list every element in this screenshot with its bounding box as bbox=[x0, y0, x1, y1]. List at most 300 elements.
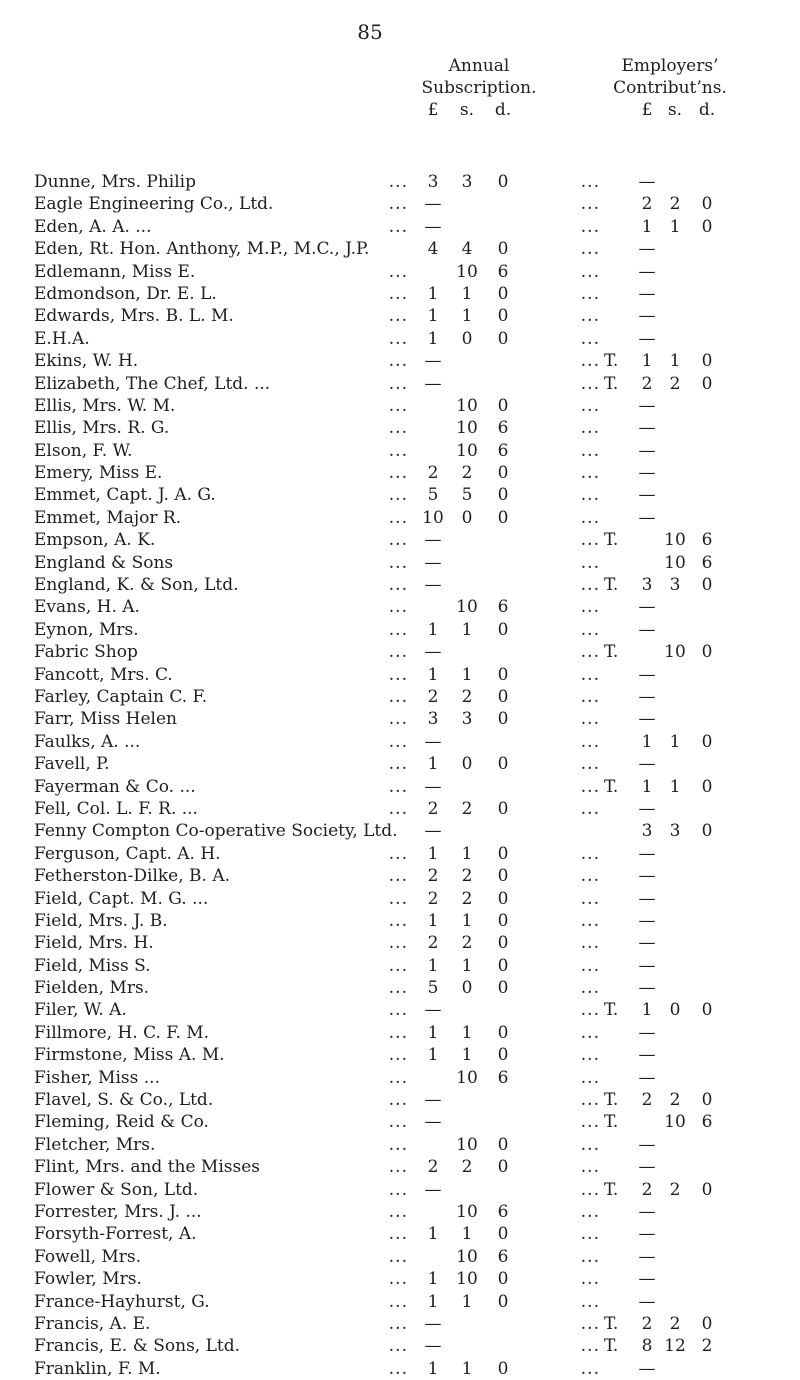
employer-pounds: — bbox=[638, 485, 656, 506]
employer-pounds: — bbox=[638, 1045, 656, 1066]
employer-pence: 0 bbox=[701, 642, 713, 663]
annual-pence: 6 bbox=[497, 597, 509, 618]
leader-dots: ... bbox=[580, 1045, 600, 1066]
annual-pence: 0 bbox=[497, 955, 509, 976]
leader-dots: ... bbox=[388, 1067, 408, 1088]
annual-pence: 0 bbox=[497, 664, 509, 685]
subscriber-name: Empson, A. K. bbox=[34, 530, 156, 551]
leader-dots: ... bbox=[388, 1045, 408, 1066]
annual-shillings: 4 bbox=[461, 239, 473, 260]
list-item bbox=[0, 999, 800, 1021]
annual-shillings: 2 bbox=[461, 1157, 473, 1178]
annual-shillings: 0 bbox=[461, 978, 473, 999]
subscriber-name: Fielden, Mrs. bbox=[34, 978, 150, 999]
annual-pence: 6 bbox=[497, 418, 509, 439]
annual-pounds: 1 bbox=[427, 955, 439, 976]
annual-pounds: 1 bbox=[427, 1224, 439, 1245]
list-item bbox=[0, 283, 800, 305]
leader-dots: ... bbox=[580, 1358, 600, 1379]
leader-dots: ... bbox=[580, 754, 600, 775]
annual-pounds: 1 bbox=[427, 1022, 439, 1043]
annual-pounds: — bbox=[424, 216, 442, 237]
annual-pounds: 1 bbox=[427, 910, 439, 931]
annual-shillings: 1 bbox=[461, 843, 473, 864]
annual-shillings: 2 bbox=[461, 463, 473, 484]
leader-dots: ... bbox=[580, 463, 600, 484]
leader-dots: ... bbox=[388, 395, 408, 416]
employer-pounds: 2 bbox=[641, 373, 653, 394]
employer-marker: T. bbox=[604, 1336, 619, 1357]
employer-pence: 2 bbox=[701, 1336, 713, 1357]
subscriber-name: Fabric Shop bbox=[34, 642, 138, 663]
employer-shillings: 1 bbox=[669, 731, 681, 752]
employer-shillings: 3 bbox=[669, 821, 681, 842]
subscriber-name: England & Sons bbox=[34, 552, 174, 573]
leader-dots: ... bbox=[388, 1022, 408, 1043]
employer-pounds: — bbox=[638, 1269, 656, 1290]
leader-dots: ... bbox=[388, 328, 408, 349]
employer-pence: 6 bbox=[701, 530, 713, 551]
leader-dots: ... bbox=[388, 306, 408, 327]
list-item bbox=[0, 619, 800, 641]
employer-pounds: 3 bbox=[641, 575, 653, 596]
employer-pence: 6 bbox=[701, 1112, 713, 1133]
employer-pence: 0 bbox=[701, 373, 713, 394]
annual-pence: 6 bbox=[497, 440, 509, 461]
leader-dots: ... bbox=[580, 664, 600, 685]
annual-pence: 6 bbox=[497, 1246, 509, 1267]
leader-dots: ... bbox=[580, 216, 600, 237]
annual-pounds: 5 bbox=[427, 978, 439, 999]
employers-pence-unit: d. bbox=[698, 100, 716, 120]
list-item bbox=[0, 350, 800, 372]
employer-shillings: 0 bbox=[669, 1000, 681, 1021]
list-item bbox=[0, 171, 800, 193]
annual-pounds: 1 bbox=[427, 1045, 439, 1066]
employer-pounds: — bbox=[638, 978, 656, 999]
list-item bbox=[0, 484, 800, 506]
list-item bbox=[0, 1201, 800, 1223]
employer-pounds: — bbox=[638, 754, 656, 775]
list-item bbox=[0, 977, 800, 999]
leader-dots: ... bbox=[388, 933, 408, 954]
annual-pounds: — bbox=[424, 351, 442, 372]
subscriber-name: Fisher, Miss ... bbox=[34, 1067, 160, 1088]
annual-pence: 0 bbox=[497, 754, 509, 775]
annual-pounds: — bbox=[424, 1112, 442, 1133]
list-item bbox=[0, 1268, 800, 1290]
leader-dots: ... bbox=[580, 283, 600, 304]
subscriber-name: Elson, F. W. bbox=[34, 440, 133, 461]
employer-pounds: — bbox=[638, 888, 656, 909]
employer-pence: 0 bbox=[701, 575, 713, 596]
employer-pounds: — bbox=[638, 328, 656, 349]
annual-pence: 0 bbox=[497, 1269, 509, 1290]
list-item bbox=[0, 1246, 800, 1268]
leader-dots: ... bbox=[580, 1157, 600, 1178]
leader-dots: ... bbox=[580, 776, 600, 797]
leader-dots: ... bbox=[580, 709, 600, 730]
annual-pence: 0 bbox=[497, 485, 509, 506]
subscriber-name: Field, Mrs. J. B. bbox=[34, 910, 168, 931]
subscriber-name: Fancott, Mrs. C. bbox=[34, 664, 173, 685]
list-item bbox=[0, 462, 800, 484]
leader-dots: ... bbox=[580, 440, 600, 461]
employer-pounds: 2 bbox=[641, 1313, 653, 1334]
employer-pence: 0 bbox=[701, 216, 713, 237]
annual-pence: 0 bbox=[497, 978, 509, 999]
subscriber-name: Eden, Rt. Hon. Anthony, M.P., M.C., J.P. bbox=[34, 239, 370, 260]
leader-dots: ... bbox=[580, 172, 600, 192]
annual-shillings: 10 bbox=[456, 1269, 478, 1290]
employer-pounds: 2 bbox=[641, 194, 653, 215]
leader-dots: ... bbox=[388, 1358, 408, 1379]
leader-dots: ... bbox=[580, 306, 600, 327]
annual-pounds: 4 bbox=[427, 239, 439, 260]
list-item bbox=[0, 798, 800, 820]
annual-shillings: 10 bbox=[456, 1134, 478, 1155]
subscriber-name: Edlemann, Miss E. bbox=[34, 261, 196, 282]
annual-pence: 0 bbox=[497, 306, 509, 327]
employers-shillings-unit: s. bbox=[667, 100, 683, 120]
annual-pence-unit: d. bbox=[494, 100, 512, 120]
annual-pounds-unit: £ bbox=[427, 100, 439, 120]
leader-dots: ... bbox=[388, 1336, 408, 1357]
annual-shillings: 10 bbox=[456, 1201, 478, 1222]
employer-pence: 6 bbox=[701, 552, 713, 573]
annual-pounds: 1 bbox=[427, 664, 439, 685]
employer-shillings: 2 bbox=[669, 1090, 681, 1111]
leader-dots: ... bbox=[580, 1022, 600, 1043]
list-item bbox=[0, 753, 800, 775]
leader-dots: ... bbox=[580, 1336, 600, 1357]
leader-dots: ... bbox=[580, 418, 600, 439]
leader-dots: ... bbox=[580, 261, 600, 282]
leader-dots: ... bbox=[580, 1179, 600, 1200]
subscriber-name: Elizabeth, The Chef, Ltd. ... bbox=[34, 373, 271, 394]
employer-pence: 0 bbox=[701, 351, 713, 372]
annual-shillings: 1 bbox=[461, 910, 473, 931]
annual-pounds: — bbox=[424, 1090, 442, 1111]
leader-dots: ... bbox=[388, 731, 408, 752]
subscriber-name: Fenny Compton Co-operative Society, Ltd. bbox=[34, 821, 398, 842]
annual-shillings: 1 bbox=[461, 1291, 473, 1312]
annual-pounds: 1 bbox=[427, 328, 439, 349]
leader-dots: ... bbox=[580, 239, 600, 260]
employer-shillings: 10 bbox=[664, 552, 686, 573]
annual-pence: 0 bbox=[497, 1022, 509, 1043]
annual-pounds: — bbox=[424, 642, 442, 663]
employer-pounds: — bbox=[638, 440, 656, 461]
employer-pence: 0 bbox=[701, 731, 713, 752]
annual-shillings: 10 bbox=[456, 1246, 478, 1267]
employer-shillings: 1 bbox=[669, 776, 681, 797]
subscriber-name: Evans, H. A. bbox=[34, 597, 140, 618]
annual-shillings: 3 bbox=[461, 172, 473, 192]
leader-dots: ... bbox=[580, 619, 600, 640]
leader-dots: ... bbox=[580, 530, 600, 551]
annual-pounds: 3 bbox=[427, 172, 439, 192]
employer-pounds: — bbox=[638, 283, 656, 304]
subscriber-name: Forsyth-Forrest, A. bbox=[34, 1224, 197, 1245]
annual-pounds: 2 bbox=[427, 933, 439, 954]
employer-marker: T. bbox=[604, 351, 619, 372]
subscriber-name: Edmondson, Dr. E. L. bbox=[34, 283, 217, 304]
employer-shillings: 10 bbox=[664, 1112, 686, 1133]
annual-shillings: 10 bbox=[456, 597, 478, 618]
subscriber-name: Ferguson, Capt. A. H. bbox=[34, 843, 221, 864]
leader-dots: ... bbox=[388, 575, 408, 596]
list-item bbox=[0, 1179, 800, 1201]
list-item bbox=[0, 888, 800, 910]
annual-pence: 0 bbox=[497, 1224, 509, 1245]
leader-dots: ... bbox=[388, 1246, 408, 1267]
annual-shillings: 2 bbox=[461, 933, 473, 954]
annual-shillings: 1 bbox=[461, 1045, 473, 1066]
annual-pence: 0 bbox=[497, 910, 509, 931]
employer-shillings: 3 bbox=[669, 575, 681, 596]
leader-dots: ... bbox=[580, 731, 600, 752]
subscriber-name: Fetherston-Dilke, B. A. bbox=[34, 866, 231, 887]
leader-dots: ... bbox=[388, 194, 408, 215]
annual-pence: 0 bbox=[497, 239, 509, 260]
employer-pence: 0 bbox=[701, 1090, 713, 1111]
annual-shillings: 0 bbox=[461, 507, 473, 528]
annual-shillings: 1 bbox=[461, 664, 473, 685]
leader-dots: ... bbox=[388, 373, 408, 394]
leader-dots: ... bbox=[388, 776, 408, 797]
leader-dots: ... bbox=[388, 866, 408, 887]
employer-pounds: — bbox=[638, 306, 656, 327]
employer-pounds: — bbox=[638, 395, 656, 416]
leader-dots: ... bbox=[580, 597, 600, 618]
leader-dots: ... bbox=[580, 575, 600, 596]
subscriber-name: Eagle Engineering Co., Ltd. bbox=[34, 194, 274, 215]
employer-pounds: 1 bbox=[641, 731, 653, 752]
employer-pence: 0 bbox=[701, 1179, 713, 1200]
list-item bbox=[0, 440, 800, 462]
leader-dots: ... bbox=[580, 1112, 600, 1133]
annual-shillings: 2 bbox=[461, 866, 473, 887]
annual-pounds: 1 bbox=[427, 843, 439, 864]
subscriber-name: Flavel, S. & Co., Ltd. bbox=[34, 1090, 214, 1111]
annual-shillings: 10 bbox=[456, 1067, 478, 1088]
employer-pounds: — bbox=[638, 619, 656, 640]
annual-shillings: 5 bbox=[461, 485, 473, 506]
employer-pounds: — bbox=[638, 463, 656, 484]
employer-marker: T. bbox=[604, 1179, 619, 1200]
list-item bbox=[0, 1134, 800, 1156]
leader-dots: ... bbox=[580, 1134, 600, 1155]
leader-dots: ... bbox=[388, 1134, 408, 1155]
annual-shillings: 1 bbox=[461, 619, 473, 640]
leader-dots: ... bbox=[580, 1000, 600, 1021]
subscriber-name: Franklin, F. M. bbox=[34, 1358, 161, 1379]
employer-pounds: — bbox=[638, 1022, 656, 1043]
subscriber-name: Edwards, Mrs. B. L. M. bbox=[34, 306, 234, 327]
annual-pence: 0 bbox=[497, 1045, 509, 1066]
list-item bbox=[0, 305, 800, 327]
employer-marker: T. bbox=[604, 530, 619, 551]
subscriber-name: Field, Mrs. H. bbox=[34, 933, 154, 954]
leader-dots: ... bbox=[580, 1291, 600, 1312]
annual-pence: 0 bbox=[497, 888, 509, 909]
leader-dots: ... bbox=[388, 552, 408, 573]
leader-dots: ... bbox=[580, 1090, 600, 1111]
list-item bbox=[0, 1022, 800, 1044]
leader-dots: ... bbox=[580, 395, 600, 416]
leader-dots: ... bbox=[580, 933, 600, 954]
employer-pounds: — bbox=[638, 1134, 656, 1155]
subscriber-name: Farr, Miss Helen bbox=[34, 709, 177, 730]
employer-marker: T. bbox=[604, 642, 619, 663]
employer-shillings: 12 bbox=[664, 1336, 686, 1357]
leader-dots: ... bbox=[388, 642, 408, 663]
leader-dots: ... bbox=[388, 597, 408, 618]
leader-dots: ... bbox=[580, 1224, 600, 1245]
list-item bbox=[0, 1291, 800, 1313]
annual-pounds: 2 bbox=[427, 866, 439, 887]
list-item bbox=[0, 1044, 800, 1066]
list-item bbox=[0, 664, 800, 686]
leader-dots: ... bbox=[388, 709, 408, 730]
annual-pounds: 1 bbox=[427, 283, 439, 304]
leader-dots: ... bbox=[388, 216, 408, 237]
employers-header-line1: Employers’ bbox=[621, 56, 719, 76]
annual-shillings: 1 bbox=[461, 306, 473, 327]
employer-pounds: 3 bbox=[641, 821, 653, 842]
employer-pence: 0 bbox=[701, 776, 713, 797]
annual-pounds: — bbox=[424, 575, 442, 596]
subscriber-name: Fleming, Reid & Co. bbox=[34, 1112, 209, 1133]
subscriber-name: Field, Capt. M. G. ... bbox=[34, 888, 209, 909]
subscriber-name: Farley, Captain C. F. bbox=[34, 686, 208, 707]
list-item bbox=[0, 708, 800, 730]
list-item bbox=[0, 1335, 800, 1357]
annual-shillings: 1 bbox=[461, 1022, 473, 1043]
list-item bbox=[0, 641, 800, 663]
leader-dots: ... bbox=[388, 888, 408, 909]
annual-pence: 0 bbox=[497, 798, 509, 819]
employer-pounds: — bbox=[638, 955, 656, 976]
leader-dots: ... bbox=[388, 1157, 408, 1178]
employer-pounds: — bbox=[638, 933, 656, 954]
annual-pounds: 2 bbox=[427, 686, 439, 707]
list-item bbox=[0, 596, 800, 618]
annual-shillings: 2 bbox=[461, 888, 473, 909]
leader-dots: ... bbox=[388, 619, 408, 640]
subscriber-name: Flint, Mrs. and the Misses bbox=[34, 1157, 261, 1178]
annual-pence: 0 bbox=[497, 1157, 509, 1178]
subscriber-name: Eynon, Mrs. bbox=[34, 619, 139, 640]
leader-dots: ... bbox=[388, 1224, 408, 1245]
annual-pence: 0 bbox=[497, 866, 509, 887]
leader-dots: ... bbox=[388, 283, 408, 304]
annual-pence: 6 bbox=[497, 1067, 509, 1088]
subscriber-name: Firmstone, Miss A. M. bbox=[34, 1045, 225, 1066]
subscriber-name: Flower & Son, Ltd. bbox=[34, 1179, 199, 1200]
annual-pounds: 1 bbox=[427, 754, 439, 775]
list-item bbox=[0, 820, 800, 842]
list-item bbox=[0, 507, 800, 529]
annual-shillings: 10 bbox=[456, 418, 478, 439]
list-item bbox=[0, 373, 800, 395]
annual-shillings: 3 bbox=[461, 709, 473, 730]
subscriber-name: Fayerman & Co. ... bbox=[34, 776, 196, 797]
employer-pounds: — bbox=[638, 1201, 656, 1222]
subscriber-name: Emmet, Major R. bbox=[34, 507, 182, 528]
leader-dots: ... bbox=[388, 664, 408, 685]
annual-pence: 6 bbox=[497, 1201, 509, 1222]
leader-dots: ... bbox=[580, 888, 600, 909]
annual-shillings: 10 bbox=[456, 395, 478, 416]
subscriber-name: E.H.A. bbox=[34, 328, 90, 349]
employer-shillings: 2 bbox=[669, 1313, 681, 1334]
employer-pounds: — bbox=[638, 1246, 656, 1267]
subscriber-name: Fowler, Mrs. bbox=[34, 1269, 142, 1290]
list-item bbox=[0, 776, 800, 798]
leader-dots: ... bbox=[580, 1201, 600, 1222]
list-item bbox=[0, 574, 800, 596]
employer-marker: T. bbox=[604, 1090, 619, 1111]
employer-marker: T. bbox=[604, 1000, 619, 1021]
annual-pounds: — bbox=[424, 1336, 442, 1357]
employer-shillings: 10 bbox=[664, 642, 686, 663]
annual-pounds: 1 bbox=[427, 306, 439, 327]
annual-pounds: — bbox=[424, 1313, 442, 1334]
employer-pounds: — bbox=[638, 261, 656, 282]
list-item bbox=[0, 843, 800, 865]
leader-dots: ... bbox=[388, 261, 408, 282]
subscriber-name: Emery, Miss E. bbox=[34, 463, 163, 484]
employer-pounds: 8 bbox=[641, 1336, 653, 1357]
list-item bbox=[0, 193, 800, 215]
annual-pence: 6 bbox=[497, 261, 509, 282]
subscriber-name: France-Hayhurst, G. bbox=[34, 1291, 210, 1312]
employer-pounds: — bbox=[638, 910, 656, 931]
employer-pence: 0 bbox=[701, 821, 713, 842]
leader-dots: ... bbox=[388, 1269, 408, 1290]
employer-pounds: — bbox=[638, 239, 656, 260]
annual-shillings: 10 bbox=[456, 261, 478, 282]
annual-shillings: 10 bbox=[456, 440, 478, 461]
subscriber-name: Dunne, Mrs. Philip bbox=[34, 172, 196, 192]
subscriber-name: Field, Miss S. bbox=[34, 955, 151, 976]
annual-pounds: — bbox=[424, 552, 442, 573]
leader-dots: ... bbox=[580, 507, 600, 528]
leader-dots: ... bbox=[388, 463, 408, 484]
annual-pence: 0 bbox=[497, 395, 509, 416]
leader-dots: ... bbox=[580, 194, 600, 215]
annual-pence: 0 bbox=[497, 709, 509, 730]
list-item bbox=[0, 865, 800, 887]
list-item bbox=[0, 731, 800, 753]
annual-pence: 0 bbox=[497, 507, 509, 528]
leader-dots: ... bbox=[388, 978, 408, 999]
leader-dots: ... bbox=[388, 1313, 408, 1334]
leader-dots: ... bbox=[388, 1201, 408, 1222]
employer-pence: 0 bbox=[701, 1313, 713, 1334]
annual-pence: 0 bbox=[497, 1134, 509, 1155]
list-item bbox=[0, 238, 800, 260]
employer-pounds: — bbox=[638, 507, 656, 528]
subscriber-name: Fletcher, Mrs. bbox=[34, 1134, 156, 1155]
subscriber-name: Fillmore, H. C. F. M. bbox=[34, 1022, 210, 1043]
subscriber-name: England, K. & Son, Ltd. bbox=[34, 575, 239, 596]
leader-dots: ... bbox=[388, 418, 408, 439]
employer-pounds: — bbox=[638, 597, 656, 618]
annual-pounds: — bbox=[424, 776, 442, 797]
